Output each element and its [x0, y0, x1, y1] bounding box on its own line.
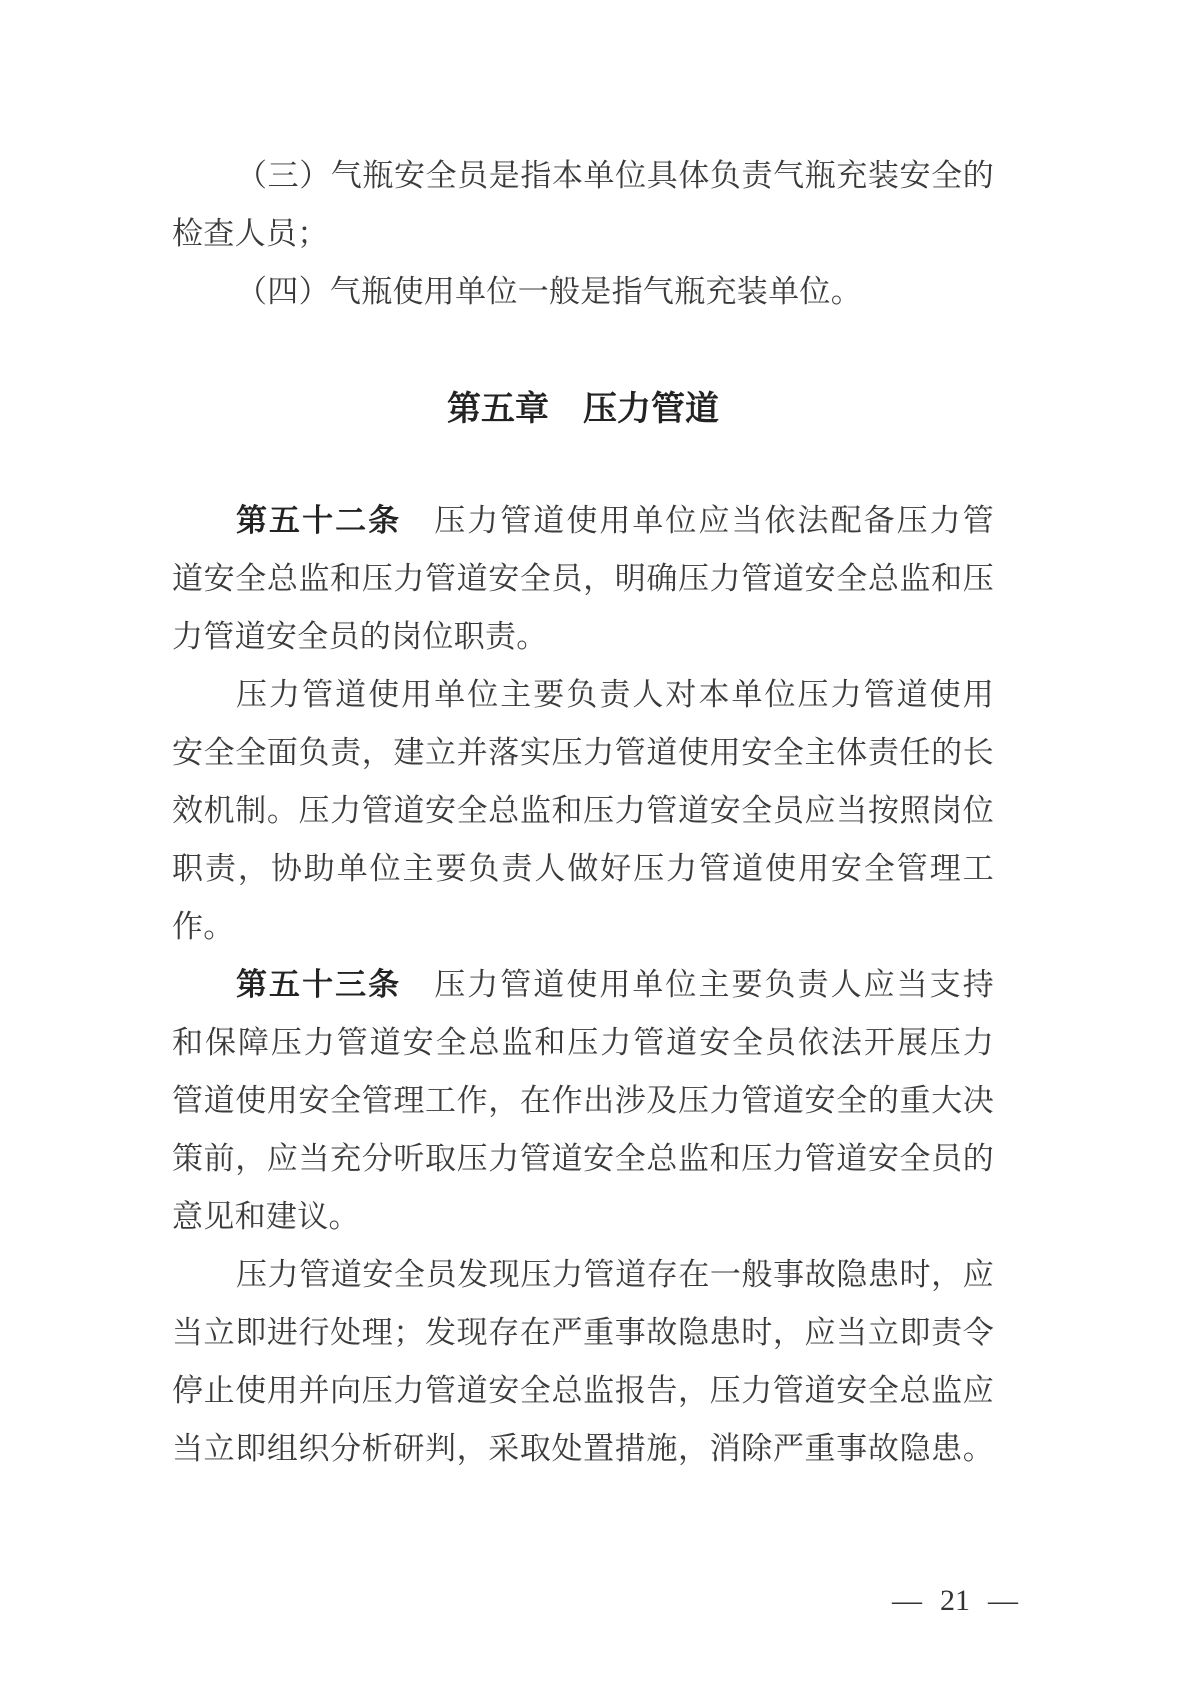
text-line: 安全全面负责，建立并落实压力管道使用安全主体责任的长: [172, 735, 994, 770]
text-line: 意见和建议。: [172, 1199, 360, 1234]
text-line: 当立即组织分析研判，采取处置措施，消除严重事故隐患。: [172, 1431, 994, 1466]
text-line: （四）气瓶使用单位一般是指气瓶充装单位。: [236, 274, 862, 309]
text-line: （三）气瓶安全员是指本单位具体负责气瓶充装安全的: [236, 158, 994, 193]
text-line: 作。: [172, 909, 235, 944]
footer-dash-left: —: [892, 1584, 922, 1617]
footer-page-number: 21: [940, 1584, 970, 1617]
text-line: 道安全总监和压力管道安全员，明确压力管道安全总监和压: [172, 561, 994, 596]
chapter-title: 压力管道: [583, 390, 719, 428]
page-footer: [892, 1584, 1018, 1618]
text-line: 管道使用安全管理工作，在作出涉及压力管道安全的重大决: [172, 1083, 994, 1118]
chapter-number: 第五章: [447, 390, 549, 428]
text-line: 当立即进行处理；发现存在严重事故隐患时，应当立即责令: [172, 1315, 994, 1350]
text-line: 压力管道安全员发现压力管道存在一般事故隐患时，应: [236, 1257, 994, 1292]
article-number: 第五十三条: [236, 967, 402, 1002]
document-body: [172, 147, 994, 1478]
article-number: 第五十二条: [236, 503, 402, 538]
paragraph: [172, 956, 994, 1246]
paragraph: [172, 147, 994, 263]
text-line: 策前，应当充分听取压力管道安全总监和压力管道安全员的: [172, 1141, 994, 1176]
text-line: 第五十二条 压力管道使用单位应当依法配备压力管: [236, 503, 995, 538]
paragraph: [172, 666, 994, 956]
footer-dash-right: —: [988, 1584, 1018, 1617]
text-line: 和保障压力管道安全总监和压力管道安全员依法开展压力: [172, 1025, 994, 1060]
text-line: 力管道安全员的岗位职责。: [172, 619, 548, 654]
paragraph: [172, 1246, 994, 1478]
text-line: 检查人员；: [172, 216, 329, 251]
paragraph: [172, 263, 994, 321]
text-line: 压力管道使用单位主要负责人对本单位压力管道使用: [236, 677, 994, 712]
text-line: 效机制。压力管道安全总监和压力管道安全员应当按照岗位: [172, 793, 994, 828]
text-line: 第五十三条 压力管道使用单位主要负责人应当支持: [236, 967, 995, 1002]
text-line: 职责，协助单位主要负责人做好压力管道使用安全管理工: [172, 851, 994, 886]
text-line: 停止使用并向压力管道安全总监报告，压力管道安全总监应: [172, 1373, 994, 1408]
paragraph: [172, 492, 994, 666]
chapter-heading: [172, 380, 994, 438]
